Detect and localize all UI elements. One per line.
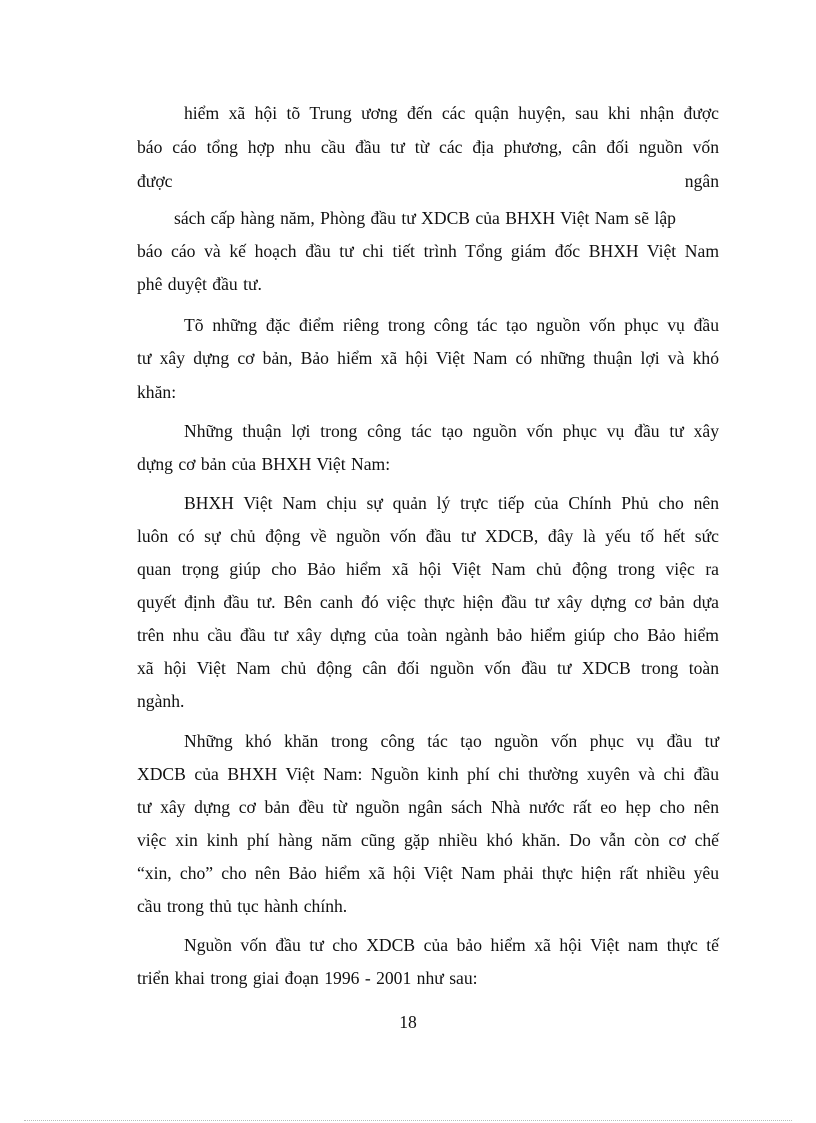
text-line: tư xây dựng cơ bản, Bảo hiểm xã hội Việt Nam có những thuận lợi và khó [137,348,719,368]
text-line: việc xin kinh phí hàng năm cũng gặp nhiều khó khăn. Do vẫn còn cơ chế [137,830,719,850]
text-line: Những thuận lợi trong công tác tạo nguồn vốn phục vụ đầu tư xây [184,421,719,441]
text-line: “xin, cho” cho nên Bảo hiểm xã hội Việt Nam phải thực hiện rất nhiều yêu [137,863,719,883]
text-line: báo cáo tổng hợp nhu cầu đầu tư từ các địa phương, cân đối nguồn vốn [137,137,719,157]
text-line: dựng cơ bản của BHXH Việt Nam: [137,454,391,474]
text-line: ngành. [137,691,185,711]
text-line: Những khó khăn trong công tác tạo nguồn vốn phục vụ đầu tư [184,731,719,751]
text-line: được ngân [137,171,719,191]
text-line: cầu trong thủ tục hành chính. [137,896,348,916]
text-line: xã hội Việt Nam chủ động cân đối nguồn vốn đầu tư XDCB trong toàn [137,658,719,678]
page-number: 18 [399,1012,417,1032]
text-line: trên nhu cầu đầu tư xây dựng của toàn ngành bảo hiểm giúp cho Bảo hiểm [137,625,719,645]
text-line: luôn có sự chủ động về nguồn vốn đầu tư XDCB, đây là yếu tố hết sức [137,526,719,546]
text-line: triển khai trong giai đoạn 1996 - 2001 như sau: [137,968,478,988]
text-line: hiểm xã hội tõ Trung ương đến các quận huyện, sau khi nhận được [184,103,719,123]
text-line: tư xây dựng cơ bản đều từ nguồn ngân sách Nhà nước rất eo hẹp cho nên [137,797,719,817]
text-line: báo cáo và kế hoạch đầu tư chi tiết trình Tổng giám đốc BHXH Việt Nam [137,241,719,261]
text-line: khăn: [137,382,177,402]
text-line: quan trọng giúp cho Bảo hiểm xã hội Việt Nam chủ động trong việc ra [137,559,719,579]
text-line: quyết định đầu tư. Bên canh đó việc thực hiện đầu tư xây dựng cơ bản dựa [137,592,719,612]
text-line: BHXH Việt Nam chịu sự quản lý trực tiếp của Chính Phủ cho nên [184,493,719,513]
text-line: phê duyệt đầu tư. [137,274,262,294]
text-line: sách cấp hàng năm, Phòng đầu tư XDCB của BHXH Việt Nam sẽ lập [174,208,676,228]
text-line: Nguồn vốn đầu tư cho XDCB của bảo hiểm xã hội Việt nam thực tế [184,935,719,955]
text-line: XDCB của BHXH Việt Nam: Nguồn kinh phí chi thường xuyên và chi đầu [137,764,719,784]
page-bottom-rule [24,1120,792,1121]
text-line: Tõ những đặc điểm riêng trong công tác tạo nguồn vốn phục vụ đầu [184,315,719,335]
